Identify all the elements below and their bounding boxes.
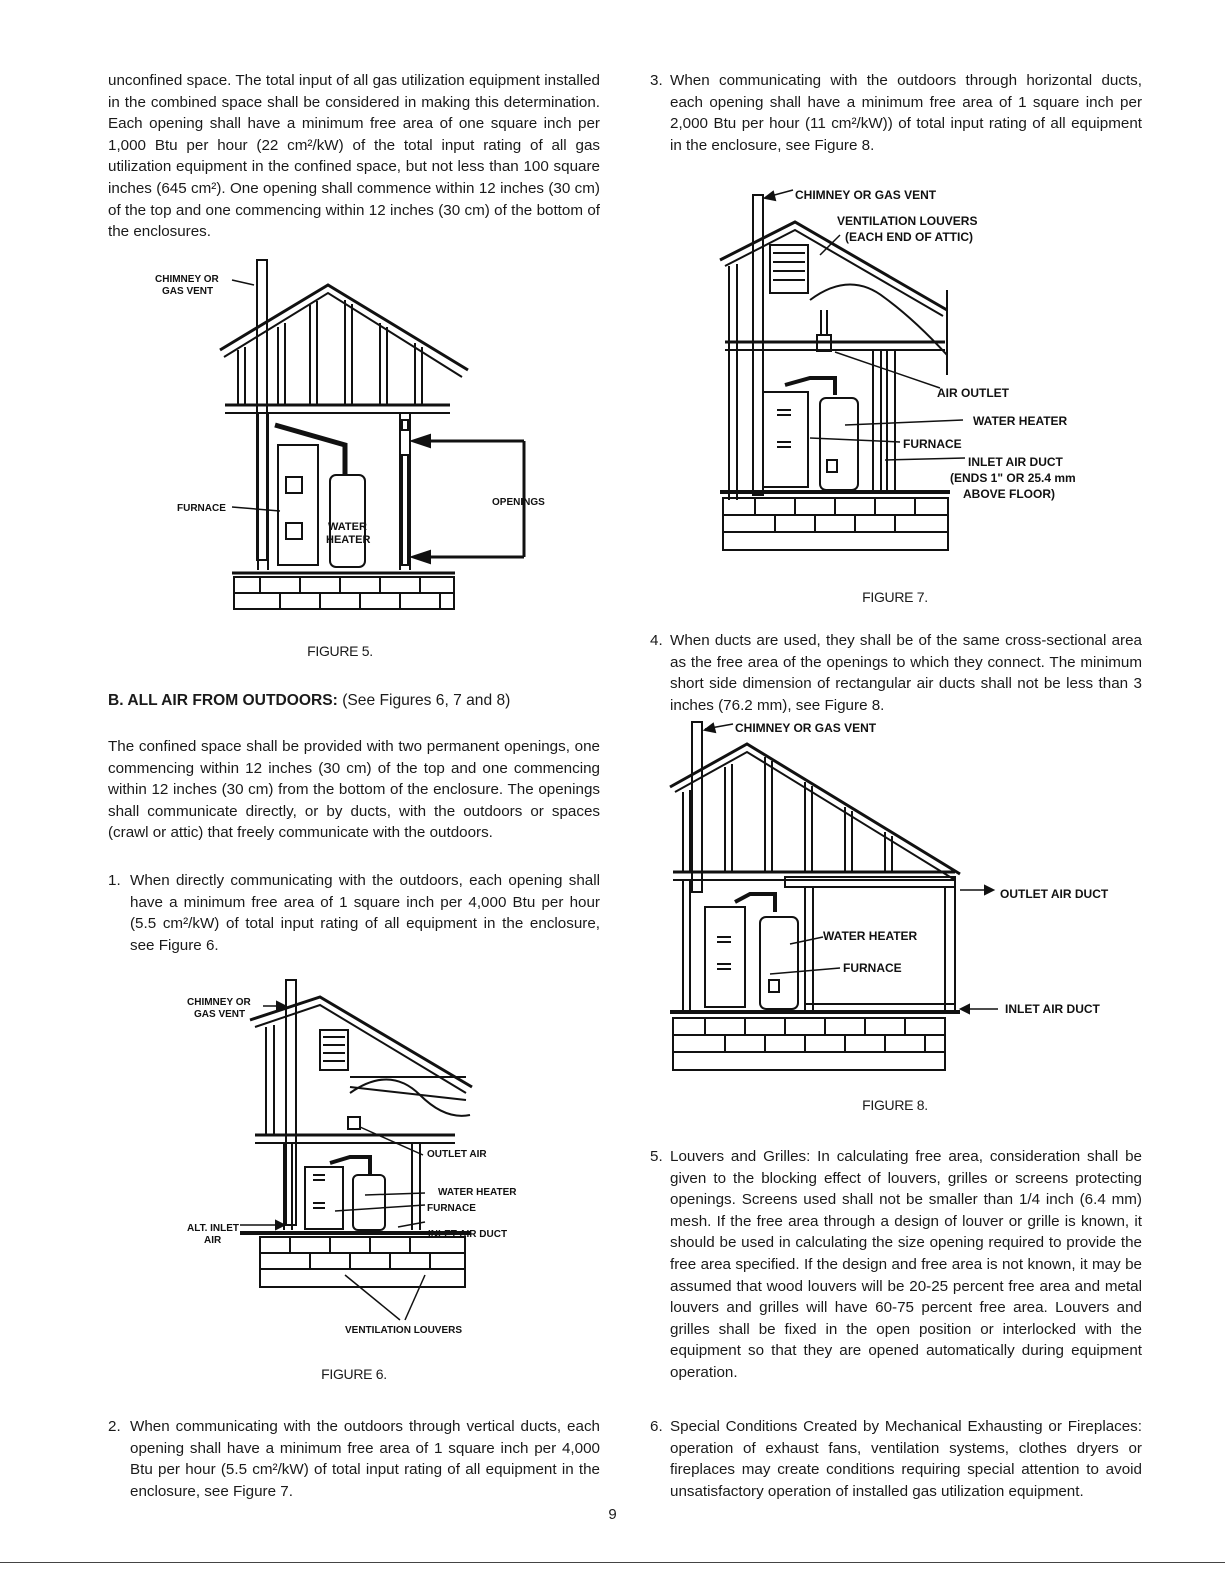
fig6-chimney-label-2: GAS VENT xyxy=(194,1009,246,1020)
figure-6-diagram xyxy=(180,975,540,1345)
section-b-heading-rest: (See Figures 6, 7 and 8) xyxy=(337,692,511,709)
fig6-ventilation-louvers-label: VENTILATION LOUVERS xyxy=(345,1325,463,1336)
item-6-number: 6. xyxy=(650,1418,663,1435)
fig8-outlet-air-duct-label: OUTLET AIR DUCT xyxy=(1000,887,1109,901)
fig6-alt-inlet-label-2: AIR xyxy=(204,1235,222,1246)
fig6-water-heater-label: WATER HEATER xyxy=(438,1187,517,1198)
figure-8-diagram xyxy=(665,712,1125,1087)
figure-5-caption: FIGURE 5. xyxy=(307,643,373,659)
fig6-outlet-air-label: OUTLET AIR xyxy=(427,1149,487,1160)
fig5-openings-label: OPENINGS xyxy=(492,497,545,508)
fig5-chimney-label-2: GAS VENT xyxy=(162,286,214,297)
page-number: 9 xyxy=(608,1506,617,1523)
fig7-inlet-duct-label-1: INLET AIR DUCT xyxy=(968,455,1063,469)
fig7-chimney-label: CHIMNEY OR GAS VENT xyxy=(795,188,937,202)
fig8-inlet-air-duct-label: INLET AIR DUCT xyxy=(1005,1002,1100,1016)
section-b-heading-bold: B. ALL AIR FROM OUTDOORS: xyxy=(108,692,338,709)
fig7-air-outlet-label: AIR OUTLET xyxy=(937,386,1009,400)
fig7-water-heater-label: WATER HEATER xyxy=(973,414,1068,428)
figure-7-svg xyxy=(715,180,1115,570)
item-2-number: 2. xyxy=(108,1418,121,1435)
fig5-water-heater-label-2: HEATER xyxy=(326,534,371,546)
item-1-text: When directly communicating with the outdoors, each opening shall have a minimum free area of 1 square inch per 4,000 Btu per hour (5.5 cm²/kW) of total input rating of all equipment in the enclosure, see Figure 6. xyxy=(130,872,600,954)
item-6-text: Special Conditions Created by Mechanical Exhausting or Fireplaces: operation of exhaust fans, ventilation systems, clothes dryers or fireplaces may create conditions requiring special attention to avoid unsatisfactory operation of installed gas utilization equipment. xyxy=(670,1418,1142,1500)
item-3-text: When communicating with the outdoors through horizontal ducts, each opening shall have a minimum free area of 1 square inch per 2,000 Btu per hour (11 cm²/kW)) of total input rating of all equipment in the enclosure, see Figure 8. xyxy=(670,72,1142,154)
item-5-text: Louvers and Grilles: In calculating free area, consideration shall be given to the blocking effect of louvers, grilles or screens protecting openings. Screens used shall not be smaller than 1/4 inch (6.4 mm) mesh. If the free area through a design of louver or grille is known, it should be used in calculating the size opening required to provide the free area specified. If the design and free area is not known, it may be assumed that wood louvers will be 20-25 percent free area and metal louvers and grilles will have 60-75 percent free area. Louvers and grilles shall be fixed in the open position or interlocked with the equipment so that they are opened automatically during equipment operation. xyxy=(670,1148,1142,1381)
item-5-number: 5. xyxy=(650,1148,663,1165)
section-b-heading xyxy=(108,690,600,712)
item-4-number: 4. xyxy=(650,632,663,649)
fig6-alt-inlet-label-1: ALT. INLET xyxy=(187,1223,240,1234)
section-b-paragraph: The confined space shall be provided with two permanent openings, one commencing within 12 inches (30 cm) of the top and one commencing within 12 inches (30 cm) from the bottom of the enclosure. The openings shall communicate directly, or by ducts, with the outdoors or spaces (crawl or attic) that freely communicate with the outdoors. xyxy=(108,738,600,842)
figure-6-caption: FIGURE 6. xyxy=(321,1366,387,1382)
item-2-text: When communicating with the outdoors through vertical ducts, each opening shall have a minimum free area of 1 square inch per 4,000 Btu per hour (5.5 cm²/kW) of total input rating of all equipment in the enclosure, see Figure 7. xyxy=(130,1418,600,1500)
fig6-furnace-label: FURNACE xyxy=(427,1203,476,1214)
fig5-chimney-label-1: CHIMNEY OR xyxy=(155,274,219,285)
figure-8-svg xyxy=(665,712,1125,1087)
fig6-inlet-air-duct-label: INLET AIR DUCT xyxy=(428,1229,508,1240)
fig7-inlet-duct-label-2: (ENDS 1" OR 25.4 mm xyxy=(950,471,1076,485)
fig8-water-heater-label: WATER HEATER xyxy=(823,929,918,943)
fig8-furnace-label: FURNACE xyxy=(843,961,902,975)
figure-7-diagram xyxy=(715,180,1115,570)
item-3-number: 3. xyxy=(650,72,663,89)
figure-7-caption: FIGURE 7. xyxy=(862,589,928,605)
fig8-chimney-label: CHIMNEY OR GAS VENT xyxy=(735,721,877,735)
figure-6-svg xyxy=(180,975,540,1345)
fig6-chimney-label-1: CHIMNEY OR xyxy=(187,997,251,1008)
item-4-text: When ducts are used, they shall be of the same cross-sectional area as the free area of the openings to which they connect. The minimum short side dimension of rectangular air ducts shall not be less than 3 inches (76.2 mm), see Figure 8. xyxy=(670,632,1142,714)
fig7-inlet-duct-label-3: ABOVE FLOOR) xyxy=(963,487,1055,501)
fig5-furnace-label: FURNACE xyxy=(177,503,226,514)
fig7-louvers-label-2: (EACH END OF ATTIC) xyxy=(845,230,973,244)
fig7-louvers-label-1: VENTILATION LOUVERS xyxy=(837,214,978,228)
bottom-rule xyxy=(0,1562,1225,1563)
figure-5-diagram xyxy=(150,255,570,625)
fig7-furnace-label: FURNACE xyxy=(903,437,962,451)
intro-paragraph: unconfined space. The total input of all gas utilization equipment installed in the combined space shall be considered in making this determination. Each opening shall have a minimum free area of one square inch per 1,000 Btu per hour (22 cm²/kW) of the total input rating of all gas utilization equipment in the confined space, but not less than 100 square inches (645 cm²). One opening shall commence within 12 inches (30 cm) of the top and one commencing within 12 inches (30 cm) of the bottom of the enclosures. xyxy=(108,72,600,241)
item-1-number: 1. xyxy=(108,872,121,889)
fig5-water-heater-label-1: WATER xyxy=(328,521,367,533)
figure-8-caption: FIGURE 8. xyxy=(862,1097,928,1113)
figure-5-svg xyxy=(150,255,570,625)
